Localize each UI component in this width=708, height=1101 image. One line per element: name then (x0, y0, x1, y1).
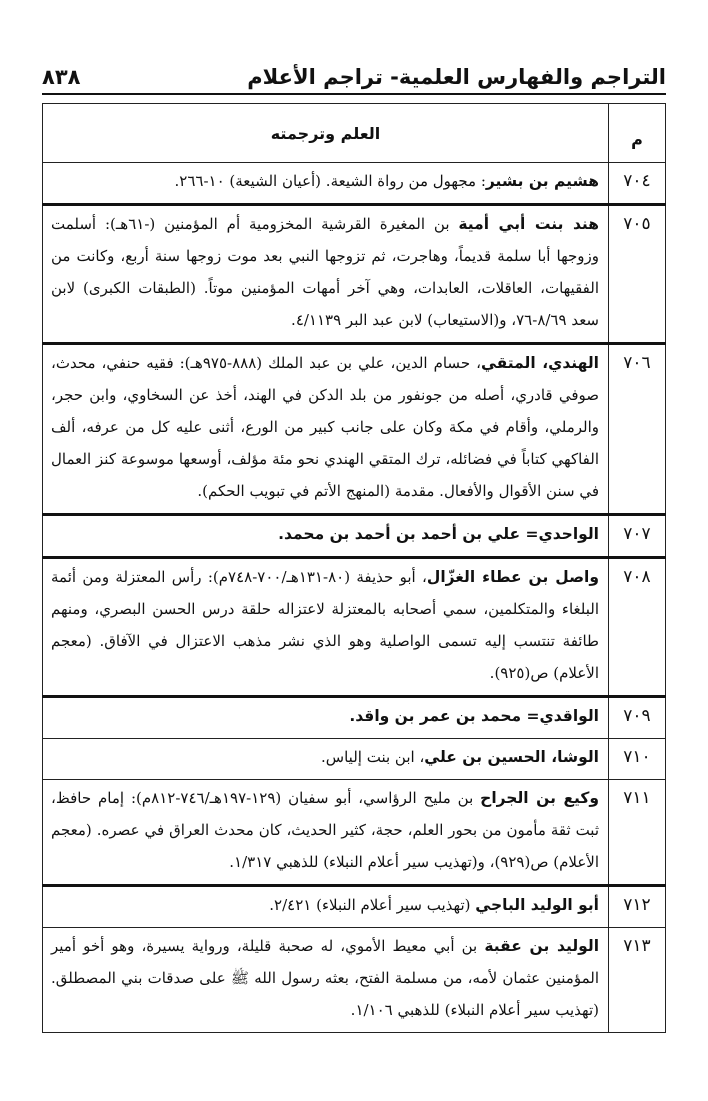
table-row (43, 163, 666, 205)
column-header-biography: العلم وترجمته (43, 104, 609, 163)
column-header-number: م (609, 104, 666, 163)
row-number: ٧٠٤ (609, 163, 666, 205)
table-row (43, 928, 666, 1033)
person-name: الواقدي= محمد بن عمر بن واقد. (349, 707, 599, 725)
biography-cell (43, 515, 609, 558)
biography-text: ، أبو حذيفة (٨٠-١٣١هـ/٧٠٠-٧٤٨م): رأس المعتزلة ومن أئمة البلغاء والمتكلمين، سمي أصحابه بالمعتزلة لاعتزاله حلقة درس الحسن البصري، ومنهم طائفة تنتسب إليه تسمى الواصلية وهو الذي نشر مذهب الاعتزال في الآفاق. (معجم الأعلام) ص(٩٢٥). (51, 568, 599, 682)
table-row (43, 515, 666, 558)
table-header-row (43, 104, 666, 163)
biography-text: ، حسام الدين، علي بن عبد الملك (٨٨٨-٩٧٥هـ): فقيه حنفي، محدث، صوفي قادري، أصله من جونفور من بلد الدكن في الهند، أخذ عن السخاوي، وابن حجر، والرملي، وأقام في مكة وكان على جانب كبير من الورع، أثنى عليه كل من عرفه، ألف الفاكهي كتاباً في فضائله، ترك المتقي الهندي نحو مئة مؤلف، أوسعها موسوعة كنز العمال في سنن الأقوال والأفعال. مقدمة (المنهج الأتم في تبويب الحكم). (51, 354, 599, 500)
row-number: ٧٠٦ (609, 344, 666, 515)
page-number: ٨٣٨ (42, 65, 81, 89)
biography-cell (43, 344, 609, 515)
biography-cell (43, 739, 609, 780)
row-number: ٧١٢ (609, 886, 666, 928)
table-row (43, 886, 666, 928)
table-row (43, 780, 666, 886)
row-number: ٧١٠ (609, 739, 666, 780)
row-number: ٧١٣ (609, 928, 666, 1033)
biography-text: ، ابن بنت إلياس. (321, 748, 425, 766)
biography-cell (43, 886, 609, 928)
biography-cell (43, 780, 609, 886)
row-number: ٧٠٨ (609, 558, 666, 697)
biography-cell (43, 163, 609, 205)
header-rule (42, 93, 666, 95)
row-number: ٧١١ (609, 780, 666, 886)
biography-text: (تهذيب سير أعلام النبلاء) ٢/٤٢١. (269, 896, 476, 914)
page-header (42, 62, 666, 96)
table-row (43, 697, 666, 739)
biography-text: : مجهول من رواة الشيعة. (أعيان الشيعة) ١٠-٢٦٦. (174, 172, 486, 190)
person-name: الوليد بن عقبة (484, 937, 600, 955)
person-name: الوشا، الحسين بن علي (424, 748, 599, 766)
running-title: التراجم والفهارس العلمية- تراجم الأعلام (247, 65, 666, 89)
biography-text: بن أبي معيط الأموي، له صحبة قليلة، ورواية يسيرة، وهو أخو أمير المؤمنين عثمان لأمه، من مسلمة الفتح، بعثه رسول الله ﷺ على صدقات بني المصطلق. (تهذيب سير أعلام النبلاء) للذهبي ١/١٠٦. (51, 937, 599, 1019)
biography-text: بن مليح الرؤاسي، أبو سفيان (١٢٩-١٩٧هـ/٧٤٦-٨١٢م): إمام حافظ، ثبت ثقة مأمون من بحور العلم، حجة، كثير الحديث، كان محدث العراق في عصره. (معجم الأعلام) ص(٩٢٩)، و(تهذيب سير أعلام النبلاء) للذهبي ١/٣١٧. (51, 789, 599, 871)
biography-cell (43, 697, 609, 739)
biography-cell (43, 928, 609, 1033)
row-number: ٧٠٥ (609, 205, 666, 344)
person-name: هشيم بن بشير (485, 172, 599, 190)
person-name: الهندي، المتقي (480, 354, 599, 372)
row-number: ٧٠٩ (609, 697, 666, 739)
biography-cell (43, 205, 609, 344)
biographies-table (42, 103, 666, 1033)
person-name: هند بنت أبي أمية (458, 215, 599, 233)
table-row (43, 558, 666, 697)
person-name: الواحدي= علي بن أحمد بن أحمد بن محمد. (278, 525, 599, 543)
biography-text: بن المغيرة القرشية المخزومية أم المؤمنين (-٦١هـ): أسلمت وزوجها أبا سلمة قديماً، وهاجرت، ثم تزوجها النبي بعد موت زوجها سنة أربع، وكانت من الفقيهات، العاقلات، العابدات، وهي آخر أمهات المؤمنين موتاً. (الطبقات الكبرى) لابن سعد ٨/٦٩-٧٦، و(الاستيعاب) لابن عبد البر ٤/١١٣٩. (51, 215, 599, 329)
person-name: أبو الوليد الباجي (475, 896, 599, 914)
table-row (43, 739, 666, 780)
row-number: ٧٠٧ (609, 515, 666, 558)
person-name: واصل بن عطاء الغزّال (426, 568, 600, 586)
table-row (43, 205, 666, 344)
table-row (43, 344, 666, 515)
person-name: وكيع بن الجراح (480, 789, 600, 807)
biography-cell (43, 558, 609, 697)
